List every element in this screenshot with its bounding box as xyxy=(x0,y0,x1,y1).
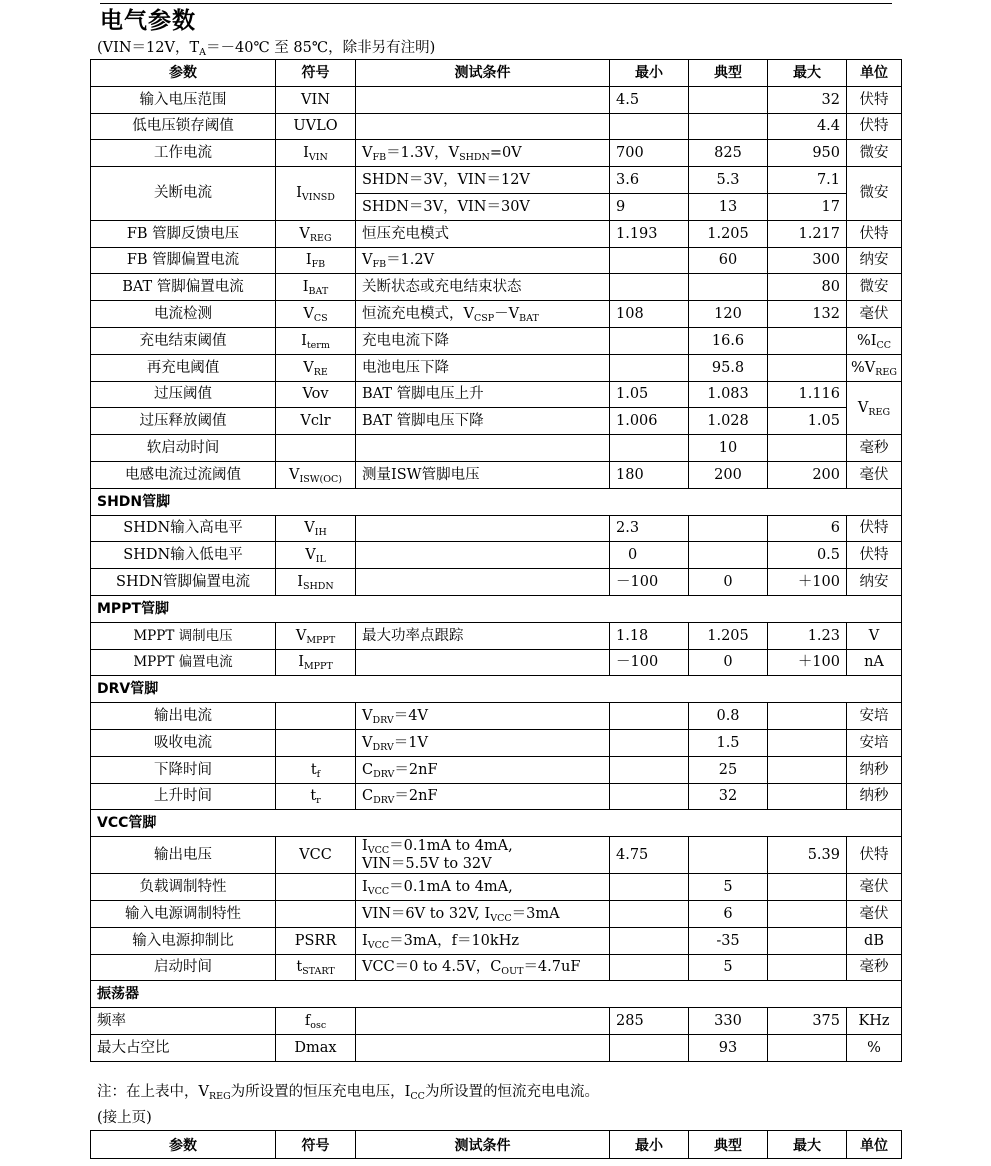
typ-value: 10 xyxy=(689,435,768,462)
param-name: FB 管脚反馈电压 xyxy=(91,220,276,247)
max-value: ＋100 xyxy=(768,569,847,596)
typ-value: 5 xyxy=(689,954,768,981)
param-name: 电感电流过流阈值 xyxy=(91,461,276,488)
min-value xyxy=(610,327,689,354)
min-value: 1.05 xyxy=(610,381,689,408)
max-value: 200 xyxy=(768,461,847,488)
test-condition: SHDN＝3V，VIN＝30V xyxy=(356,193,610,220)
param-name: SHDN管脚偏置电流 xyxy=(91,569,276,596)
test-condition: $V_{FB}=1.2V$ xyxy=(356,247,610,274)
max-value xyxy=(768,1034,847,1061)
min-value: 1.18 xyxy=(610,622,689,649)
unit: 毫秒 xyxy=(847,954,902,981)
symbol: Vclr xyxy=(276,408,356,435)
test-condition xyxy=(356,1034,610,1061)
table-row xyxy=(91,354,902,381)
symbol: $V_{IH}$ xyxy=(276,515,356,542)
table-row xyxy=(91,1008,902,1035)
typ-value: 1.5 xyxy=(689,729,768,756)
max-value: 1.23 xyxy=(768,622,847,649)
header-min: 最小 xyxy=(610,1131,689,1159)
table-row xyxy=(91,140,902,167)
unit: $V_{REG}$ xyxy=(847,381,902,435)
max-value: 1.217 xyxy=(768,220,847,247)
symbol: $I_{MPPT}$ xyxy=(276,649,356,676)
unit: dB xyxy=(847,927,902,954)
max-value: 1.05 xyxy=(768,408,847,435)
table-row xyxy=(91,703,902,730)
section-header-row xyxy=(91,810,902,837)
min-value xyxy=(610,900,689,927)
typ-value: 1.083 xyxy=(689,381,768,408)
section-header-row xyxy=(91,488,902,515)
test-condition: $C_{DRV}=2nF$ xyxy=(356,756,610,783)
max-value: 80 xyxy=(768,274,847,301)
symbol: VCC xyxy=(276,837,356,874)
table-row xyxy=(91,954,902,981)
symbol: PSRR xyxy=(276,927,356,954)
test-condition xyxy=(356,86,610,113)
max-value: 7.1 xyxy=(768,167,847,194)
test-condition xyxy=(356,542,610,569)
typ-value: 6 xyxy=(689,900,768,927)
table-row xyxy=(91,247,902,274)
symbol: $V_{RE}$ xyxy=(276,354,356,381)
param-name: BAT 管脚偏置电流 xyxy=(91,274,276,301)
typ-value xyxy=(689,274,768,301)
max-value xyxy=(768,874,847,901)
unit: 伏特 xyxy=(847,220,902,247)
min-value: －100 xyxy=(610,649,689,676)
unit: % xyxy=(847,1034,902,1061)
symbol: $I_{BAT}$ xyxy=(276,274,356,301)
symbol xyxy=(276,703,356,730)
typ-value: 60 xyxy=(689,247,768,274)
test-condition: 电池电压下降 xyxy=(356,354,610,381)
param-name: 启动时间 xyxy=(91,954,276,981)
min-value xyxy=(610,756,689,783)
symbol: $t_f$ xyxy=(276,756,356,783)
section-header-row xyxy=(91,595,902,622)
min-value xyxy=(610,274,689,301)
max-value: 0.5 xyxy=(768,542,847,569)
max-value xyxy=(768,703,847,730)
typ-value: 120 xyxy=(689,301,768,328)
table-row xyxy=(91,837,902,874)
min-value: 0 xyxy=(610,542,689,569)
min-value: 4.75 xyxy=(610,837,689,874)
typ-value: 200 xyxy=(689,461,768,488)
typ-value: 1.028 xyxy=(689,408,768,435)
min-value: 4.5 xyxy=(610,86,689,113)
test-condition: $I_{VCC}=3mA$，f＝10kHz xyxy=(356,927,610,954)
header-unit: 单位 xyxy=(847,60,902,87)
typ-value xyxy=(689,515,768,542)
typ-value: 5.3 xyxy=(689,167,768,194)
symbol: $I_{FB}$ xyxy=(276,247,356,274)
max-value: 132 xyxy=(768,301,847,328)
unit: 纳秒 xyxy=(847,783,902,810)
param-name: FB 管脚偏置电流 xyxy=(91,247,276,274)
table-row xyxy=(91,1034,902,1061)
table-row xyxy=(91,274,902,301)
test-condition: 关断状态或充电结束状态 xyxy=(356,274,610,301)
unit: 伏特 xyxy=(847,515,902,542)
min-value: 285 xyxy=(610,1008,689,1035)
test-condition: $C_{DRV}=2nF$ xyxy=(356,783,610,810)
unit: 安培 xyxy=(847,729,902,756)
min-value: 108 xyxy=(610,301,689,328)
test-condition xyxy=(356,435,610,462)
max-value: 300 xyxy=(768,247,847,274)
test-condition: VCC＝0 to 4.5V，$C_{OUT}=4.7uF$ xyxy=(356,954,610,981)
header-symbol: 符号 xyxy=(276,60,356,87)
table-row xyxy=(91,515,902,542)
param-name: MPPT 偏置电流 xyxy=(91,649,276,676)
unit: 伏特 xyxy=(847,837,902,874)
min-value xyxy=(610,247,689,274)
header-typ: 典型 xyxy=(689,1131,768,1159)
min-value xyxy=(610,113,689,140)
section-drv: DRV管脚 xyxy=(91,676,902,703)
title-rule xyxy=(100,3,892,4)
param-name: 电流检测 xyxy=(91,301,276,328)
unit: 微安 xyxy=(847,167,902,221)
typ-value: 16.6 xyxy=(689,327,768,354)
header-typ: 典型 xyxy=(689,60,768,87)
table-row xyxy=(91,874,902,901)
test-condition: $V_{DRV}=1V$ xyxy=(356,729,610,756)
param-name: 输出电压 xyxy=(91,837,276,874)
min-value xyxy=(610,435,689,462)
typ-value: 1.205 xyxy=(689,220,768,247)
symbol xyxy=(276,435,356,462)
table-row xyxy=(91,381,902,408)
unit: 伏特 xyxy=(847,113,902,140)
unit: 纳安 xyxy=(847,569,902,596)
symbol: $V_{MPPT}$ xyxy=(276,622,356,649)
test-condition: 最大功率点跟踪 xyxy=(356,622,610,649)
section-mppt: MPPT管脚 xyxy=(91,595,902,622)
typ-value xyxy=(689,837,768,874)
min-value xyxy=(610,703,689,730)
test-condition: 恒压充电模式 xyxy=(356,220,610,247)
symbol: $t_{START}$ xyxy=(276,954,356,981)
max-value xyxy=(768,954,847,981)
min-value xyxy=(610,954,689,981)
max-value xyxy=(768,435,847,462)
unit: $\%V_{REG}$ xyxy=(847,354,902,381)
typ-value xyxy=(689,113,768,140)
table-row xyxy=(91,167,902,194)
param-name: 低电压锁存阈值 xyxy=(91,113,276,140)
test-condition xyxy=(356,113,610,140)
table-row xyxy=(91,542,902,569)
unit: KHz xyxy=(847,1008,902,1035)
header-param: 参数 xyxy=(91,60,276,87)
section-shdn: SHDN管脚 xyxy=(91,488,902,515)
max-value: ＋100 xyxy=(768,649,847,676)
header-max: 最大 xyxy=(768,60,847,87)
typ-value: 825 xyxy=(689,140,768,167)
table-header xyxy=(91,1131,902,1159)
symbol: Vov xyxy=(276,381,356,408)
header-test: 测试条件 xyxy=(356,60,610,87)
max-value xyxy=(768,900,847,927)
unit: 毫伏 xyxy=(847,301,902,328)
table-row xyxy=(91,220,902,247)
param-name: 过压释放阈值 xyxy=(91,408,276,435)
test-condition: $I_{VCC}=0.1mA$ to 4mA, xyxy=(356,874,610,901)
header-symbol: 符号 xyxy=(276,1131,356,1159)
typ-value: 0 xyxy=(689,569,768,596)
table-row xyxy=(91,900,902,927)
typ-value: 330 xyxy=(689,1008,768,1035)
typ-value: 32 xyxy=(689,783,768,810)
section-header-row xyxy=(91,981,902,1008)
min-value xyxy=(610,729,689,756)
min-value xyxy=(610,927,689,954)
typ-value: -35 xyxy=(689,927,768,954)
typ-value: 25 xyxy=(689,756,768,783)
param-name: 工作电流 xyxy=(91,140,276,167)
section-vcc: VCC管脚 xyxy=(91,810,902,837)
table-row xyxy=(91,408,902,435)
param-name: 充电结束阈值 xyxy=(91,327,276,354)
test-condition: 测量ISW管脚电压 xyxy=(356,461,610,488)
max-value: 4.4 xyxy=(768,113,847,140)
max-value xyxy=(768,927,847,954)
param-name: 最大占空比 xyxy=(91,1034,276,1061)
test-condition: $V_{DRV}=4V$ xyxy=(356,703,610,730)
header-unit: 单位 xyxy=(847,1131,902,1159)
max-value: 32 xyxy=(768,86,847,113)
table-row xyxy=(91,435,902,462)
table-row xyxy=(91,756,902,783)
test-condition xyxy=(356,649,610,676)
param-name: 输入电源抑制比 xyxy=(91,927,276,954)
symbol: $I_{term}$ xyxy=(276,327,356,354)
max-value xyxy=(768,783,847,810)
typ-value: 0 xyxy=(689,649,768,676)
param-name: 输入电源调制特性 xyxy=(91,900,276,927)
symbol: $t_r$ xyxy=(276,783,356,810)
typ-value: 5 xyxy=(689,874,768,901)
unit: 微安 xyxy=(847,140,902,167)
section-osc: 振荡器 xyxy=(91,981,902,1008)
unit: 纳安 xyxy=(847,247,902,274)
min-value: 180 xyxy=(610,461,689,488)
table-header xyxy=(91,60,902,87)
param-name: 负载调制特性 xyxy=(91,874,276,901)
typ-value: 13 xyxy=(689,193,768,220)
symbol: VIN xyxy=(276,86,356,113)
unit: 毫伏 xyxy=(847,874,902,901)
unit: V xyxy=(847,622,902,649)
symbol: $I_{VINSD}$ xyxy=(276,167,356,221)
max-value: 375 xyxy=(768,1008,847,1035)
max-value xyxy=(768,354,847,381)
continued-table-header xyxy=(90,1130,902,1159)
param-name: SHDN输入高电平 xyxy=(91,515,276,542)
min-value xyxy=(610,783,689,810)
symbol: $I_{SHDN}$ xyxy=(276,569,356,596)
symbol xyxy=(276,900,356,927)
max-value: 5.39 xyxy=(768,837,847,874)
table-row xyxy=(91,86,902,113)
table-row xyxy=(91,113,902,140)
page-title: 电气参数 xyxy=(100,8,196,34)
min-value: 700 xyxy=(610,140,689,167)
unit: 伏特 xyxy=(847,542,902,569)
min-value: 1.193 xyxy=(610,220,689,247)
table-row xyxy=(91,461,902,488)
table-row xyxy=(91,327,902,354)
symbol: $f_{osc}$ xyxy=(276,1008,356,1035)
max-value: 1.116 xyxy=(768,381,847,408)
unit: 毫伏 xyxy=(847,461,902,488)
unit: nA xyxy=(847,649,902,676)
param-name: 输入电压范围 xyxy=(91,86,276,113)
unit: 纳秒 xyxy=(847,756,902,783)
param-name: MPPT 调制电压 xyxy=(91,622,276,649)
min-value: 2.3 xyxy=(610,515,689,542)
test-condition: BAT 管脚电压上升 xyxy=(356,381,610,408)
param-name: 频率 xyxy=(91,1008,276,1035)
unit: 毫伏 xyxy=(847,900,902,927)
table-footnote: 注：在上表中，$V_{REG}$为所设置的恒压充电电压，$I_{CC}$为所设置的恒流充电电流。 xyxy=(97,1084,599,1102)
continued-label: (接上页) xyxy=(97,1110,152,1126)
table-row xyxy=(91,301,902,328)
max-value xyxy=(768,327,847,354)
test-condition: BAT 管脚电压下降 xyxy=(356,408,610,435)
test-condition: 充电电流下降 xyxy=(356,327,610,354)
param-name: 输出电流 xyxy=(91,703,276,730)
unit: 安培 xyxy=(847,703,902,730)
max-value: 950 xyxy=(768,140,847,167)
header-param: 参数 xyxy=(91,1131,276,1159)
min-value: 1.006 xyxy=(610,408,689,435)
test-condition xyxy=(356,1008,610,1035)
typ-value: 95.8 xyxy=(689,354,768,381)
test-conditions: (VIN＝12V，$T_A=-40℃$ 至 85℃，除非另有注明) xyxy=(97,40,436,58)
test-condition: SHDN＝3V，VIN＝12V xyxy=(356,167,610,194)
symbol: UVLO xyxy=(276,113,356,140)
param-name: 过压阈值 xyxy=(91,381,276,408)
unit: 伏特 xyxy=(847,86,902,113)
electrical-parameters-table xyxy=(90,59,902,1062)
unit: 毫秒 xyxy=(847,435,902,462)
table-row xyxy=(91,649,902,676)
test-condition: $V_{FB}=1.3V$，$V_{SHDN}=0V$ xyxy=(356,140,610,167)
min-value xyxy=(610,1034,689,1061)
symbol xyxy=(276,729,356,756)
test-condition: VIN＝6V to 32V, $I_{VCC}=3mA$ xyxy=(356,900,610,927)
test-condition xyxy=(356,569,610,596)
table-row xyxy=(91,569,902,596)
max-value: 6 xyxy=(768,515,847,542)
symbol: $V_{IL}$ xyxy=(276,542,356,569)
header-min: 最小 xyxy=(610,60,689,87)
param-name: 再充电阈值 xyxy=(91,354,276,381)
typ-value: 93 xyxy=(689,1034,768,1061)
symbol: $I_{VIN}$ xyxy=(276,140,356,167)
section-header-row xyxy=(91,676,902,703)
table-row xyxy=(91,729,902,756)
min-value: －100 xyxy=(610,569,689,596)
table-row xyxy=(91,622,902,649)
min-value: 3.6 xyxy=(610,167,689,194)
symbol: Dmax xyxy=(276,1034,356,1061)
typ-value: 0.8 xyxy=(689,703,768,730)
table-row xyxy=(91,927,902,954)
min-value xyxy=(610,354,689,381)
typ-value xyxy=(689,86,768,113)
test-condition: $I_{VCC}=0.1mA$ to 4mA, VIN＝5.5V to 32V xyxy=(356,837,610,874)
min-value: 9 xyxy=(610,193,689,220)
test-condition xyxy=(356,515,610,542)
max-value xyxy=(768,756,847,783)
unit: $\%I_{CC}$ xyxy=(847,327,902,354)
param-name: 下降时间 xyxy=(91,756,276,783)
header-max: 最大 xyxy=(768,1131,847,1159)
max-value xyxy=(768,729,847,756)
param-name: SHDN输入低电平 xyxy=(91,542,276,569)
symbol xyxy=(276,874,356,901)
param-name: 软启动时间 xyxy=(91,435,276,462)
symbol: $V_{REG}$ xyxy=(276,220,356,247)
param-name: 上升时间 xyxy=(91,783,276,810)
param-name: 吸收电流 xyxy=(91,729,276,756)
param-name: 关断电流 xyxy=(91,167,276,221)
typ-value xyxy=(689,542,768,569)
test-condition: 恒流充电模式，$V_{CSP}-V_{BAT}$ xyxy=(356,301,610,328)
min-value xyxy=(610,874,689,901)
typ-value: 1.205 xyxy=(689,622,768,649)
symbol: $V_{ISW(OC)}$ xyxy=(276,461,356,488)
max-value: 17 xyxy=(768,193,847,220)
unit: 微安 xyxy=(847,274,902,301)
symbol: $V_{CS}$ xyxy=(276,301,356,328)
table-row xyxy=(91,783,902,810)
header-test: 测试条件 xyxy=(356,1131,610,1159)
